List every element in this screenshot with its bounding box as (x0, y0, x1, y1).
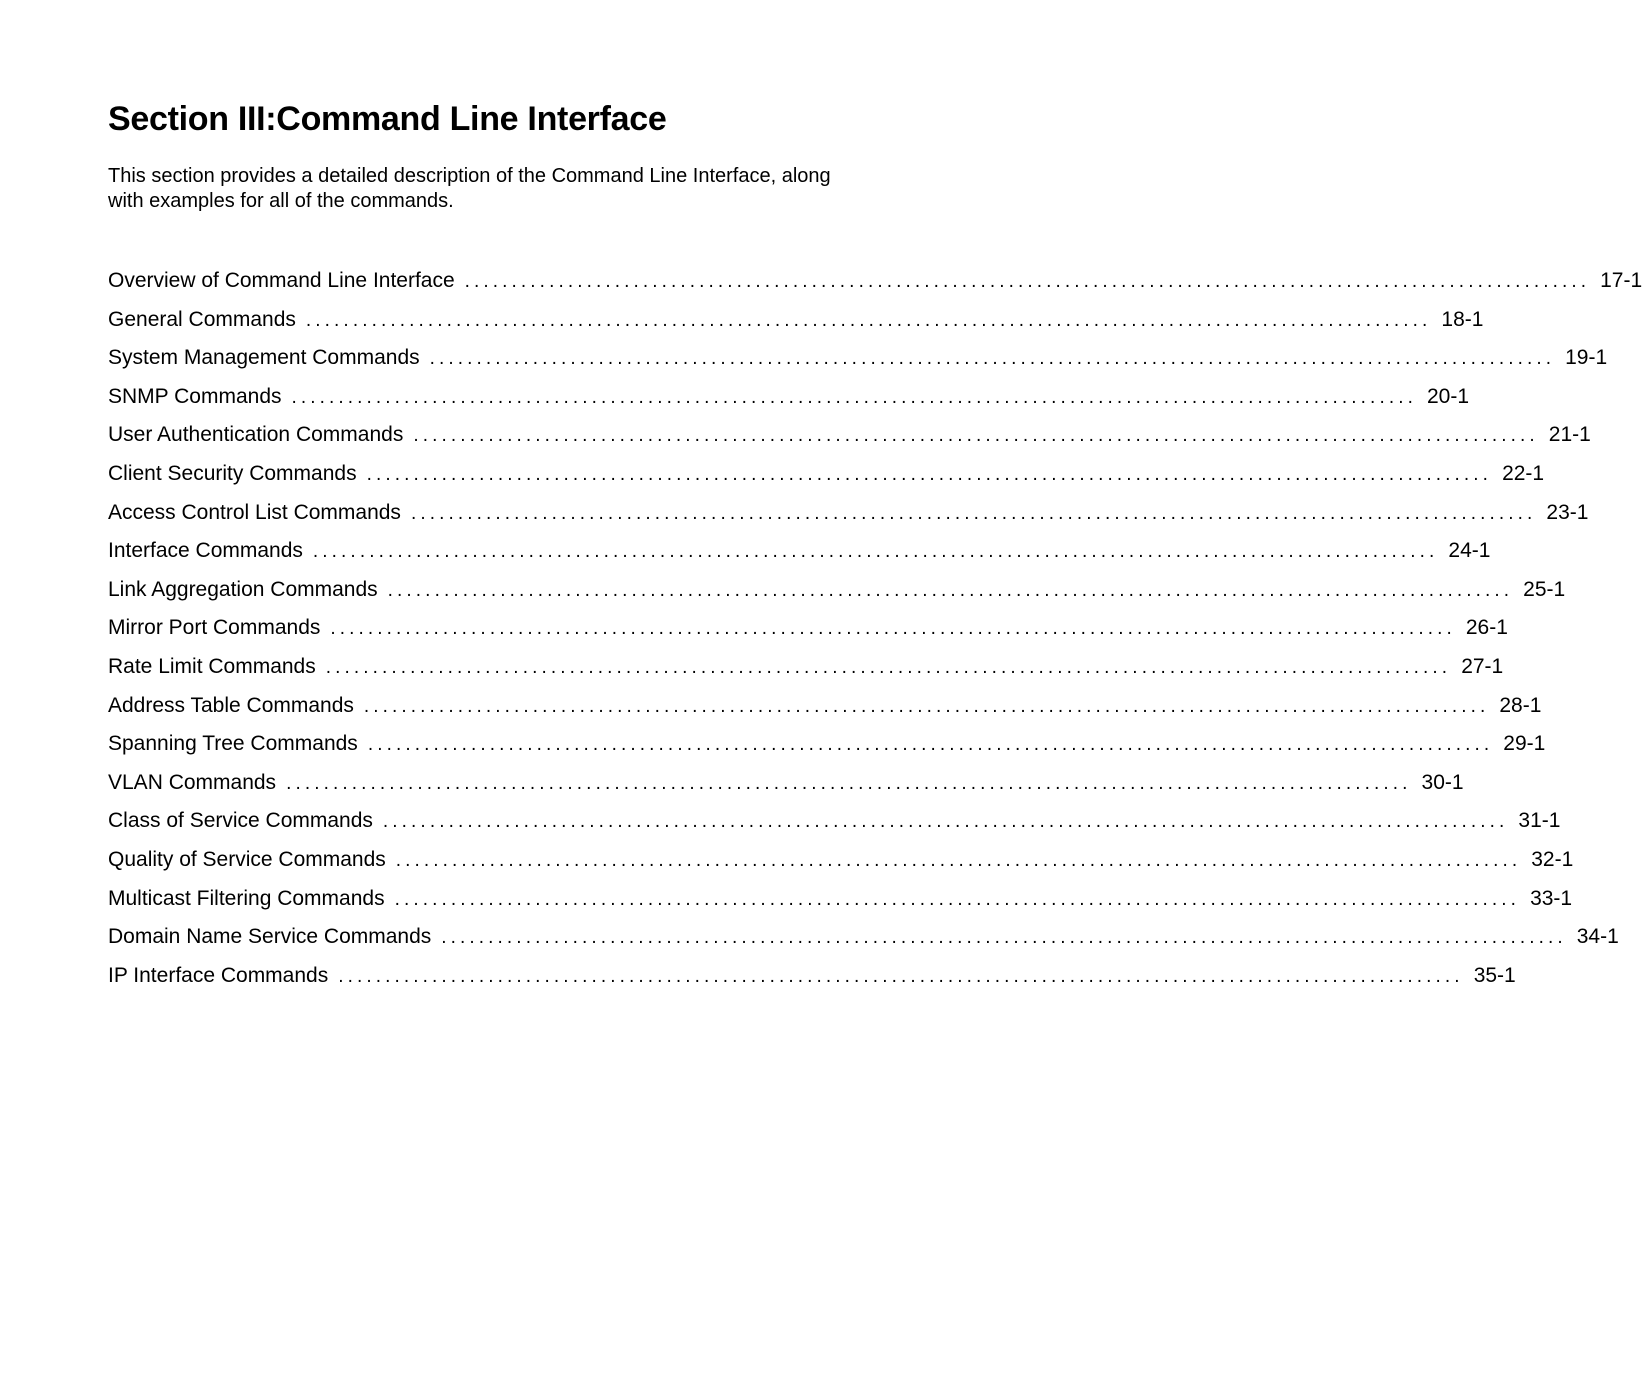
toc-entry-title: User Authentication Commands (108, 423, 404, 447)
toc-entry-page: 17-1 (1600, 269, 1642, 292)
toc-entry-title: Access Control List Commands (108, 500, 401, 524)
toc-dot-leader: ........................................................................................................................ (312, 541, 1439, 563)
toc-entry[interactable] (108, 957, 1516, 996)
toc-entry-title: General Commands (108, 307, 296, 331)
toc-entry-title: Quality of Service Commands (108, 847, 386, 871)
toc-entry-page: 33-1 (1530, 886, 1573, 910)
toc-entry-page: 25-1 (1523, 577, 1566, 601)
toc-entry-page: 30-1 (1421, 770, 1464, 794)
toc-entry-page: 21-1 (1548, 423, 1591, 447)
toc-entry[interactable] (108, 339, 1608, 378)
toc-dot-leader: ........................................................................................................................ (429, 348, 1556, 370)
toc-dot-leader: ........................................................................................................................ (395, 849, 1522, 871)
toc-entry-page: 19-1 (1565, 346, 1608, 370)
toc-entry[interactable] (108, 571, 1566, 610)
toc-entry-title: Mirror Port Commands (108, 616, 321, 640)
toc-entry-page: 18-1 (1441, 307, 1484, 331)
toc-entry[interactable] (108, 725, 1546, 764)
toc-entry[interactable] (108, 648, 1504, 687)
toc-entry-title: Spanning Tree Commands (108, 732, 358, 756)
toc-entry[interactable] (108, 918, 1619, 957)
toc-entry-title: Address Table Commands (108, 693, 354, 717)
toc-entry-title: IP Interface Commands (108, 963, 329, 987)
toc-entry[interactable] (108, 455, 1545, 494)
toc-dot-leader: ........................................................................................................................ (394, 888, 1521, 910)
toc-entry-page: 23-1 (1546, 500, 1589, 524)
toc-entry[interactable] (108, 378, 1469, 417)
toc-entry-title: Class of Service Commands (108, 809, 373, 833)
toc-entry-title: Interface Commands (108, 539, 303, 563)
toc-dot-leader: ........................................................................................................................ (366, 463, 1493, 485)
toc-entry[interactable] (108, 687, 1542, 726)
toc-dot-leader: ........................................................................................................................ (413, 425, 1539, 447)
toc-dot-leader: ........................................................................................................................ (387, 579, 1514, 601)
toc-dot-leader: ........................................................................................................................ (338, 965, 1464, 987)
toc-entry[interactable] (108, 802, 1561, 841)
toc-entry-title: SNMP Commands (108, 384, 282, 408)
table-of-contents (108, 262, 1642, 995)
toc-dot-leader: ........................................................................................................................ (441, 927, 1567, 949)
toc-entry[interactable] (108, 609, 1508, 648)
toc-entry-title: Domain Name Service Commands (108, 925, 432, 949)
toc-dot-leader: ........................................................................................................................ (325, 656, 1452, 678)
toc-entry[interactable] (108, 494, 1589, 533)
toc-entry-title: Multicast Filtering Commands (108, 886, 385, 910)
toc-entry-page: 35-1 (1473, 963, 1516, 987)
toc-entry-title: Client Security Commands (108, 461, 357, 485)
toc-entry-title: Rate Limit Commands (108, 654, 316, 678)
toc-dot-leader: ........................................................................................................................ (305, 309, 1432, 331)
toc-dot-leader: ........................................................................................................................ (382, 811, 1509, 833)
toc-entry-title: Overview of Command Line Interface (108, 269, 455, 292)
toc-entry-page: 34-1 (1576, 925, 1619, 949)
toc-entry[interactable] (108, 841, 1574, 880)
toc-entry[interactable] (108, 532, 1491, 571)
toc-dot-leader: ........................................................................................................................ (291, 386, 1417, 408)
toc-dot-leader: ........................................................................................................................ (410, 502, 1537, 524)
toc-entry-page: 28-1 (1499, 693, 1542, 717)
toc-entry[interactable] (108, 262, 1642, 301)
toc-entry[interactable] (108, 764, 1464, 803)
toc-entry-page: 29-1 (1503, 732, 1546, 756)
document-page (108, 98, 1642, 995)
toc-dot-leader: ........................................................................................................................ (367, 734, 1494, 756)
toc-entry-page: 24-1 (1448, 539, 1491, 563)
toc-dot-leader: ........................................................................................................................ (286, 772, 1412, 794)
section-intro: This section provides a detailed description of the Command Line Interface, along with examples for all of the commands. (108, 165, 831, 212)
toc-entry-title: System Management Commands (108, 346, 420, 370)
toc-entry-page: 20-1 (1426, 384, 1469, 408)
toc-entry-page: 22-1 (1502, 461, 1545, 485)
toc-entry-title: VLAN Commands (108, 770, 277, 794)
toc-entry-title: Link Aggregation Commands (108, 577, 378, 601)
toc-dot-leader: ........................................................................................................................ (330, 618, 1456, 640)
toc-dot-leader: ........................................................................................................................ (464, 271, 1591, 292)
toc-entry[interactable] (108, 416, 1591, 455)
section-title: Section III:Command Line Interface (108, 100, 667, 138)
toc-entry[interactable] (108, 880, 1573, 919)
toc-entry[interactable] (108, 301, 1484, 340)
toc-dot-leader: ........................................................................................................................ (363, 695, 1490, 717)
toc-entry-page: 31-1 (1518, 809, 1561, 833)
toc-entry-page: 27-1 (1461, 654, 1504, 678)
toc-entry-page: 26-1 (1465, 616, 1508, 640)
toc-entry-page: 32-1 (1531, 847, 1574, 871)
